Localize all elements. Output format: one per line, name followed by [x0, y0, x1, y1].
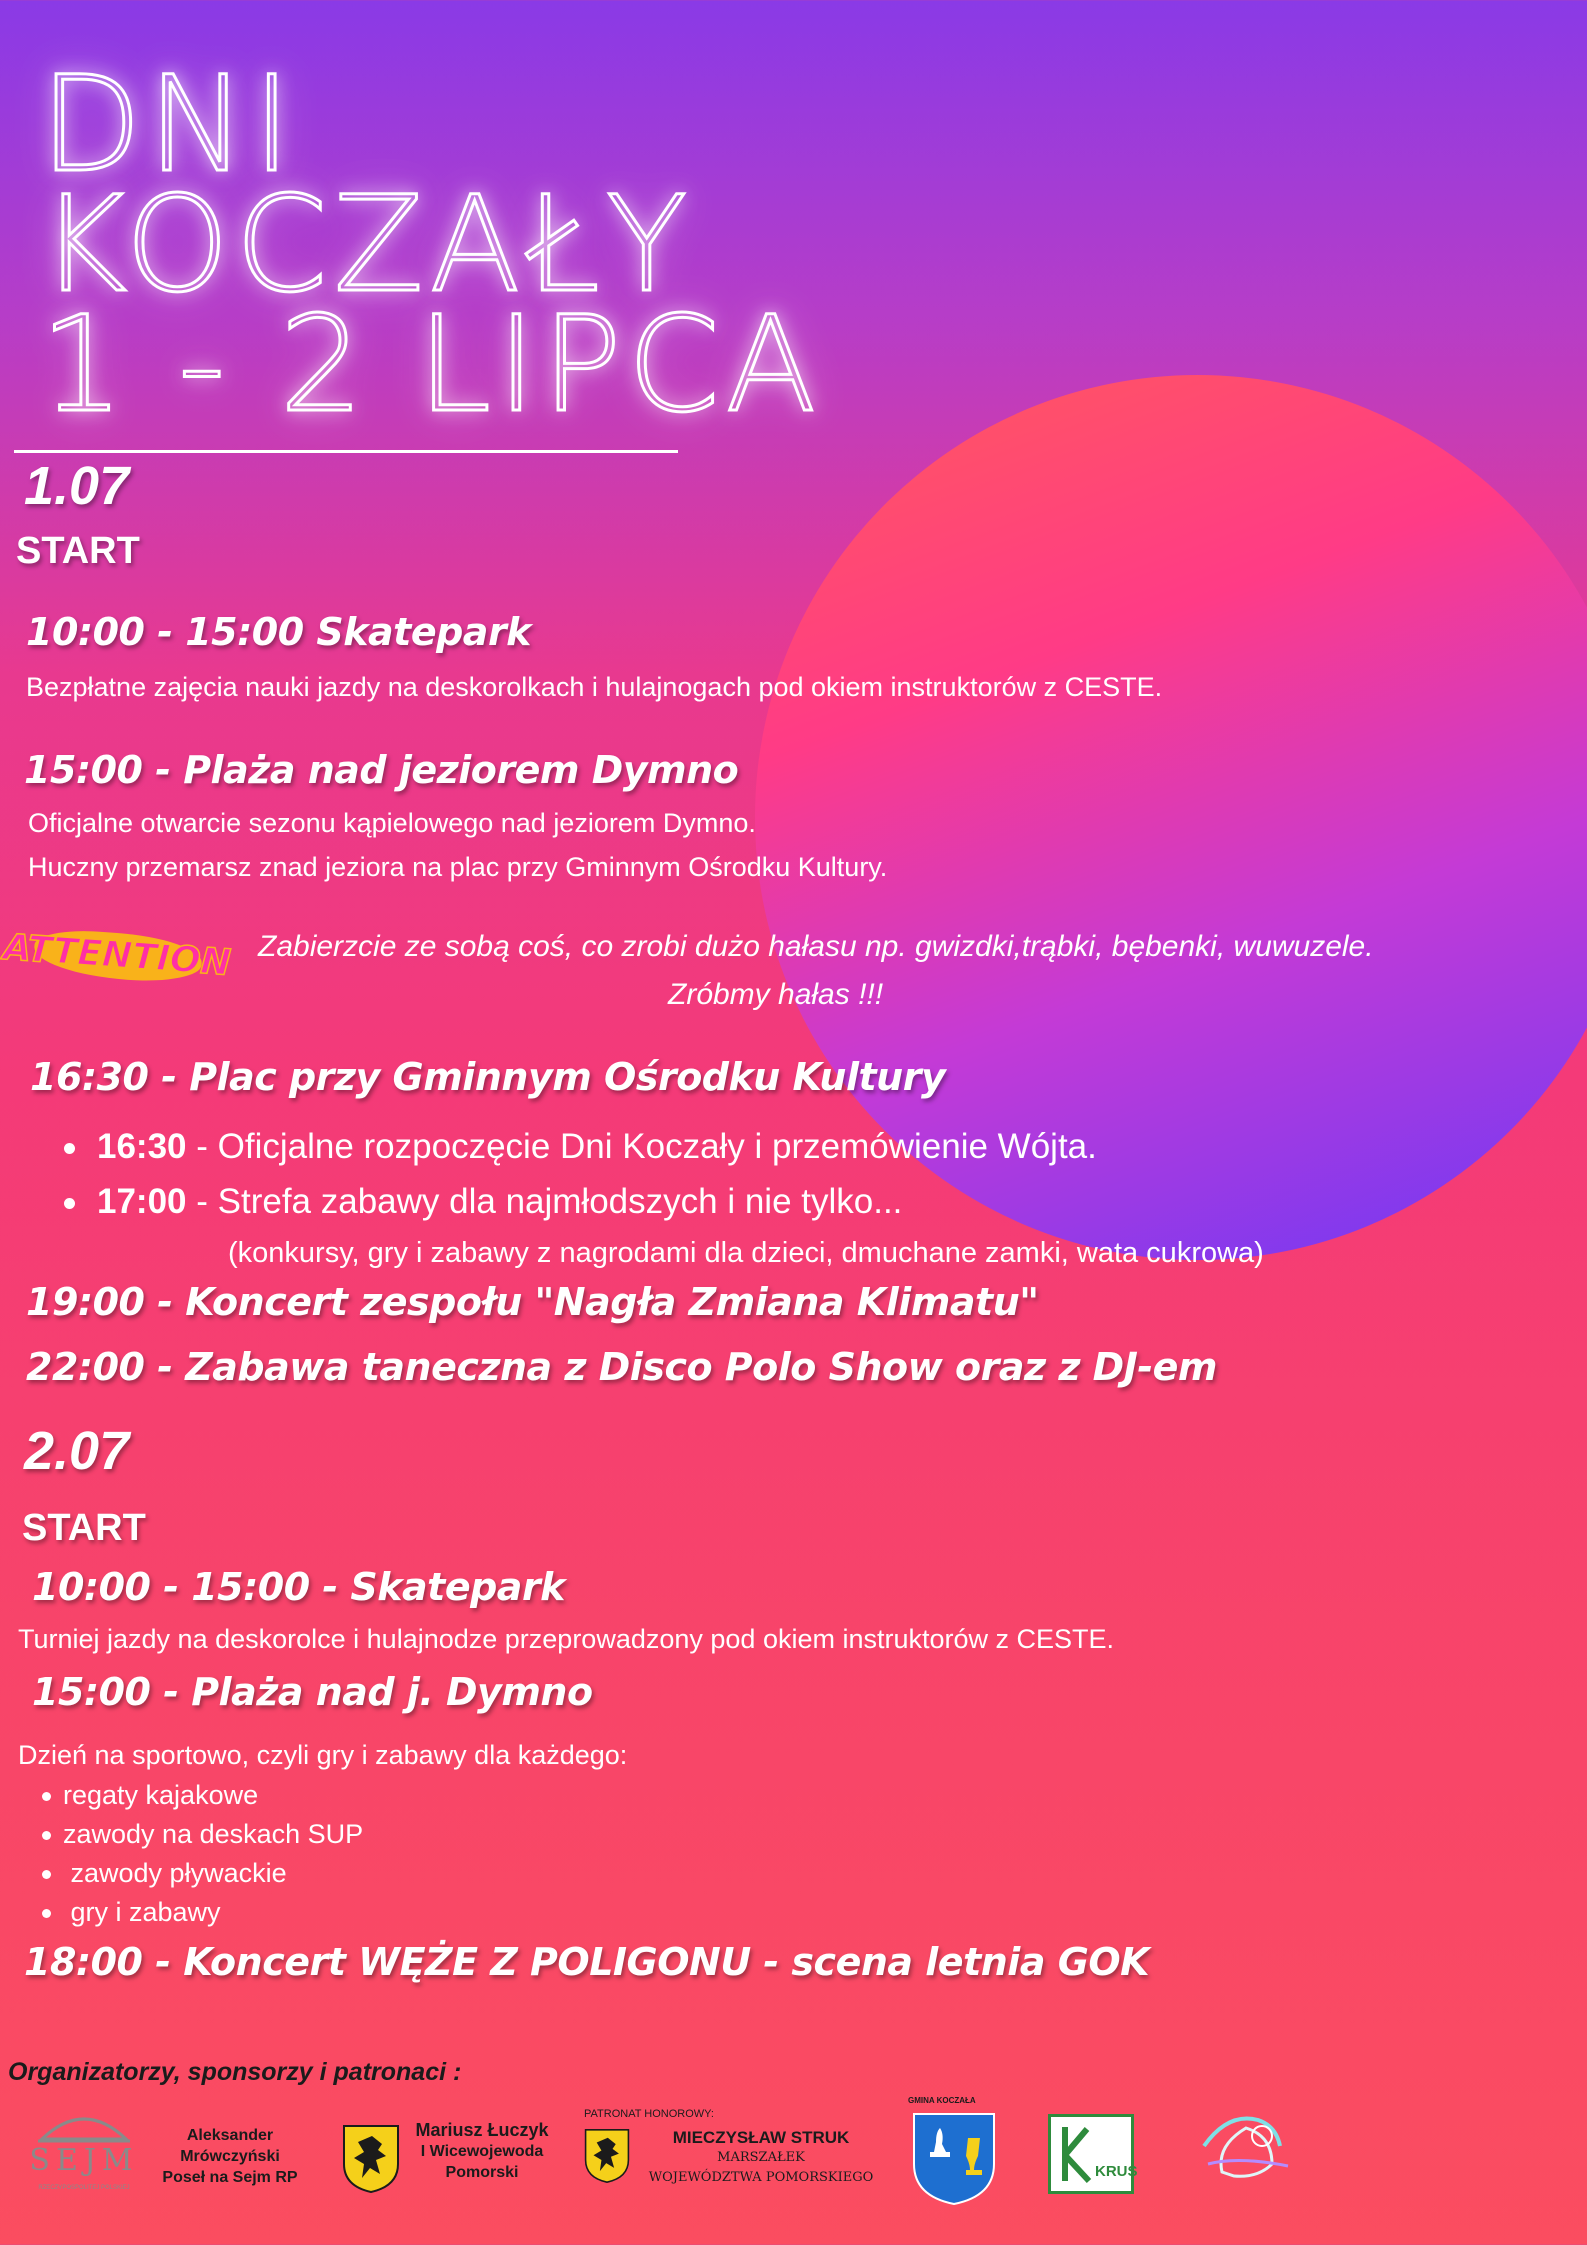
day1-event-square-item-1: [64, 1127, 1097, 1167]
day2-event-skatepark-title: 10:00 - 15:00 - Skatepark: [32, 1565, 565, 1609]
bullet-dot: [64, 1143, 75, 1154]
sponsor-3-line-1: MIECZYSŁAW STRUK: [672, 2128, 850, 2147]
list-item-text: regaty kajakowe: [63, 1780, 259, 1810]
day2-list-item: [42, 1819, 363, 1850]
sejm-logo: [22, 2105, 146, 2200]
list-item-text: gry i zabawy: [63, 1897, 221, 1927]
bullet-dot: [42, 1792, 51, 1801]
bullet-dot: [42, 1831, 51, 1840]
sponsor-2-line-2: I Wicewojewoda: [420, 2143, 544, 2160]
day2-list-item: [42, 1780, 258, 1811]
pomorskie-crest-icon: [584, 2128, 630, 2189]
sponsor-1-line-2: Mrówczyński: [180, 2148, 280, 2165]
sponsor-2-line-3: Pomorski: [445, 2164, 519, 2181]
list-item-text: zawody pływackie: [63, 1858, 287, 1888]
day1-event-square-item-2: [64, 1182, 902, 1222]
attention-line-1: Zabierzcie ze sobą coś, co zrobi dużo hałasu np. gwizdki,trąbki, bębenki, wuwuzele.: [258, 930, 1374, 963]
day1-date: 1.07: [24, 456, 130, 516]
bullet-dot: [42, 1870, 51, 1879]
attention-line-2: Zróbmy hałas !!!: [668, 978, 884, 1011]
day2-list-item: [42, 1858, 287, 1889]
day1-event-square-title: 16:30 - Plac przy Gminnym Ośrodku Kultury: [30, 1055, 946, 1099]
item-time: 17:00: [97, 1182, 187, 1221]
attention-badge: ATTENTION: [23, 909, 210, 1002]
day1-event-beach-desc-2: Huczny przemarsz znad jeziora na plac przy Gminnym Ośrodku Kultury.: [28, 852, 888, 882]
patronat-label: PATRONAT HONOROWY:: [584, 2108, 714, 2120]
day1-event-beach-title: 15:00 - Plaża nad jeziorem Dymno: [24, 748, 739, 792]
item-text: - Oficjalne rozpoczęcie Dni Koczały i przemówienie Wójta.: [186, 1127, 1097, 1166]
day1-event-beach-desc-1: Oficjalne otwarcie sezonu kąpielowego nad jeziorem Dymno.: [28, 808, 756, 838]
sponsor-3-line-3: WOJEWÓDZTWA POMORSKIEGO: [648, 2170, 874, 2185]
gmina-crest-icon: [912, 2112, 996, 2211]
day2-event-concert-title: 18:00 - Koncert WĘŻE Z POLIGONU - scena letnia GOK: [24, 1940, 1150, 1984]
sponsor-3-line-2: MARSZAŁEK: [717, 2150, 805, 2165]
bullet-dot: [42, 1909, 51, 1918]
sponsor-2-line-1: Mariusz Łuczyk: [415, 2120, 549, 2140]
day2-list-item: [42, 1897, 221, 1928]
day1-event-concert-title: 19:00 - Koncert zespołu "Nagła Zmiana Klimatu": [26, 1280, 1039, 1324]
item-text: - Strefa zabawy dla najmłodszych i nie tylko...: [186, 1182, 903, 1221]
sponsor-1-line-1: Aleksander: [186, 2127, 274, 2144]
day1-event-square-note: (konkursy, gry i zabawy z nagrodami dla dzieci, dmuchane zamki, wata cukrowa): [228, 1237, 1264, 1269]
krus-text: KRUS: [1095, 2163, 1138, 2180]
day2-event-skatepark-desc: Turniej jazdy na deskorolce i hulajnodze przeprowadzony pod okiem instruktorów z CESTE.: [18, 1624, 1115, 1654]
hero-line-2: KOCZAŁY: [40, 168, 693, 322]
day1-event-skatepark-title: 10:00 - 15:00 Skatepark: [26, 610, 531, 654]
list-item-text: zawody na deskach SUP: [63, 1819, 364, 1849]
footer-heading: Organizatorzy, sponsorzy i patronaci :: [8, 2058, 462, 2086]
sponsor-1: [160, 2125, 300, 2188]
sejm-subtext: RZECZYPOSPOLITEJ POLSKIEJ: [38, 2185, 130, 2191]
sponsor-3: [636, 2128, 886, 2188]
day2-event-beach-title: 15:00 - Plaża nad j. Dymno: [32, 1670, 593, 1714]
day1-event-dance-title: 22:00 - Zabawa taneczna z Disco Polo Show oraz z DJ-em: [26, 1345, 1217, 1389]
day1-start: START: [16, 530, 140, 572]
day2-start: START: [22, 1507, 146, 1549]
day2-date: 2.07: [24, 1421, 130, 1481]
day1-event-skatepark-desc: Bezpłatne zajęcia nauki jazdy na deskorolkach i hulajnogach pod okiem instruktorów z CESTE.: [26, 672, 1163, 702]
bullet-dot: [64, 1198, 75, 1209]
sejm-text: SEJM: [29, 2143, 139, 2178]
sponsor-2: [402, 2120, 562, 2183]
sponsor-1-line-3: Poseł na Sejm RP: [162, 2169, 298, 2186]
day2-event-beach-desc: Dzień na sportowo, czyli gry i zabawy dla każdego:: [18, 1740, 628, 1770]
krus-logo: [1048, 2114, 1138, 2194]
title-divider: [14, 450, 678, 453]
pomorskie-crest-icon: [342, 2124, 400, 2199]
gok-logo-icon: [1198, 2106, 1292, 2189]
gmina-label: GMINA KOCZAŁA: [908, 2096, 976, 2105]
hero-line-1: DNI: [40, 48, 298, 202]
item-time: 16:30: [97, 1127, 187, 1166]
hero-line-3: 1 - 2 LIPCA: [40, 288, 823, 442]
